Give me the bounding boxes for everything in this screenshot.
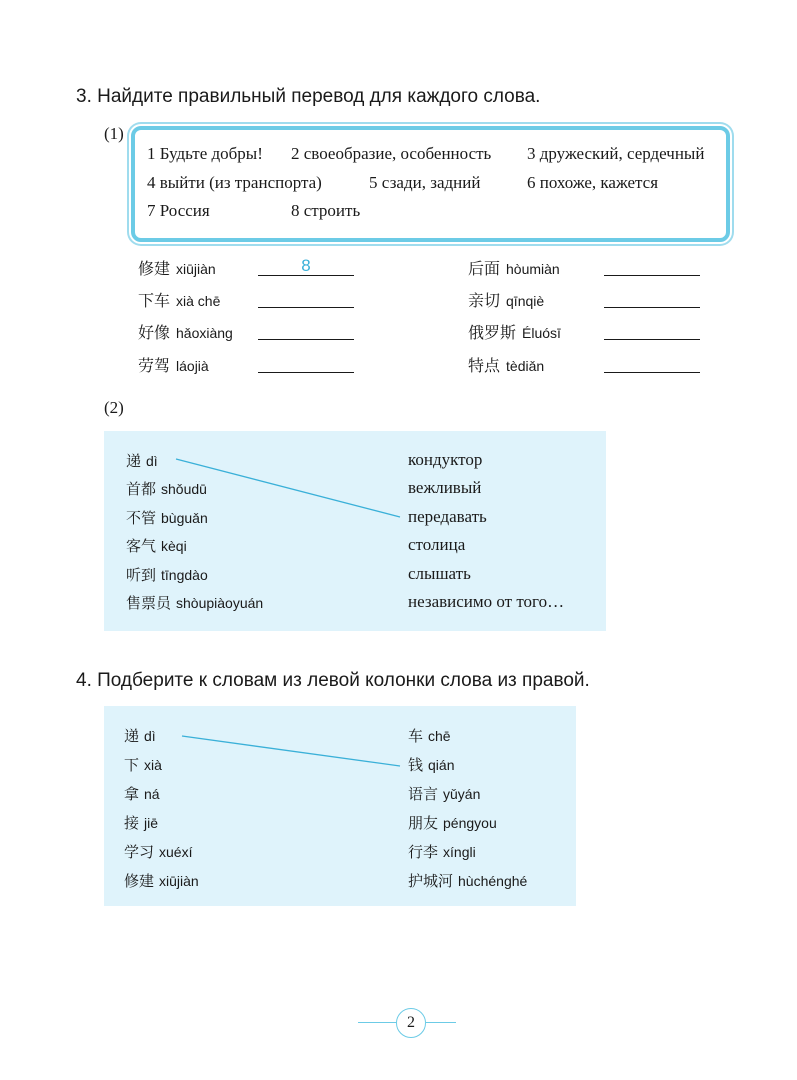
answer-blank[interactable] bbox=[258, 307, 354, 308]
match-right-item[interactable]: 行李 xíngli bbox=[408, 843, 476, 861]
answer-blank[interactable] bbox=[604, 275, 700, 276]
matching-panel-2 bbox=[104, 706, 576, 906]
page-number-rule-left bbox=[358, 1022, 396, 1023]
match-left-item[interactable]: 首都 shǒudū bbox=[126, 480, 207, 498]
match-left-item[interactable]: 接 jiē bbox=[124, 814, 159, 832]
option-8: 8 строить bbox=[291, 201, 361, 220]
answer-blank[interactable] bbox=[258, 372, 354, 373]
option-3: 3 дружеский, сердечный bbox=[527, 144, 705, 163]
answer-blank[interactable] bbox=[604, 307, 700, 308]
word-haoxiang: 好像 hǎoxiàng bbox=[138, 323, 233, 342]
page-number: 2 bbox=[396, 1008, 426, 1038]
match-right-item[interactable]: 语言 yǔyán bbox=[408, 785, 481, 803]
match-right-item[interactable]: 车 chē bbox=[408, 727, 451, 745]
match-right-item[interactable]: 朋友 péngyou bbox=[408, 814, 497, 832]
match-left-item[interactable]: 售票员 shòupiàoyuán bbox=[126, 594, 264, 612]
match-left-item[interactable]: 递 dì bbox=[126, 452, 158, 470]
match-right-item[interactable]: кондуктор bbox=[408, 450, 483, 469]
part-2-label: (2) bbox=[104, 398, 124, 417]
match-left-item[interactable]: 客气 kèqi bbox=[126, 537, 187, 555]
option-6: 6 похоже, кажется bbox=[527, 173, 659, 192]
option-5: 5 сзади, задний bbox=[369, 173, 481, 192]
option-2: 2 своеобразие, особенность bbox=[291, 144, 492, 163]
word-tedian: 特点 tèdiǎn bbox=[468, 356, 545, 375]
answer-xiujian: 8 bbox=[301, 256, 311, 275]
match-left-item[interactable]: 听到 tīngdào bbox=[126, 566, 208, 584]
match-right-item[interactable]: слышать bbox=[408, 564, 471, 583]
word-qinqie: 亲切 qīnqiè bbox=[468, 291, 545, 310]
match-left-item[interactable]: 拿 ná bbox=[124, 785, 160, 803]
word-xiujian: 修建 xiūjiàn bbox=[138, 259, 216, 278]
answer-blank[interactable] bbox=[604, 339, 700, 340]
page-number-rule-right bbox=[426, 1022, 456, 1023]
match-right-item[interactable]: передавать bbox=[408, 507, 487, 526]
match-right-item[interactable]: 钱 qián bbox=[408, 756, 455, 774]
match-right-item[interactable]: 护城河 hùchénghé bbox=[408, 872, 528, 890]
part-1-label: (1) bbox=[104, 124, 124, 143]
word-eluosi: 俄罗斯 Éluósī bbox=[468, 323, 561, 342]
match-left-item[interactable]: 学习 xuéxí bbox=[124, 843, 193, 861]
match-right-item[interactable]: столица bbox=[408, 535, 466, 554]
task-3-heading: 3. Найдите правильный перевод для каждого слова. bbox=[76, 86, 541, 107]
answer-blank[interactable] bbox=[258, 275, 354, 276]
option-1: 1 Будьте добры! bbox=[147, 144, 263, 163]
answer-blank[interactable] bbox=[604, 372, 700, 373]
option-4: 4 выйти (из транспорта) bbox=[147, 173, 322, 192]
options-box bbox=[131, 126, 730, 242]
match-left-item[interactable]: 不管 bùguǎn bbox=[126, 509, 208, 527]
match-right-item[interactable]: независимо от того… bbox=[408, 592, 565, 611]
match-left-item[interactable]: 修建 xiūjiàn bbox=[124, 872, 199, 890]
matching-panel-1 bbox=[104, 431, 606, 631]
word-xiache: 下车 xià chē bbox=[138, 291, 221, 310]
word-houmian: 后面 hòumiàn bbox=[468, 259, 560, 278]
option-7: 7 Россия bbox=[147, 201, 210, 220]
match-left-item[interactable]: 下 xià bbox=[124, 756, 162, 774]
answer-blank[interactable] bbox=[258, 339, 354, 340]
task-4-heading: 4. Подберите к словам из левой колонки слова из правой. bbox=[76, 670, 590, 691]
match-right-item[interactable]: вежливый bbox=[408, 478, 482, 497]
word-laojia: 劳驾 láojià bbox=[138, 356, 209, 375]
match-left-item[interactable]: 递 dì bbox=[124, 727, 156, 745]
